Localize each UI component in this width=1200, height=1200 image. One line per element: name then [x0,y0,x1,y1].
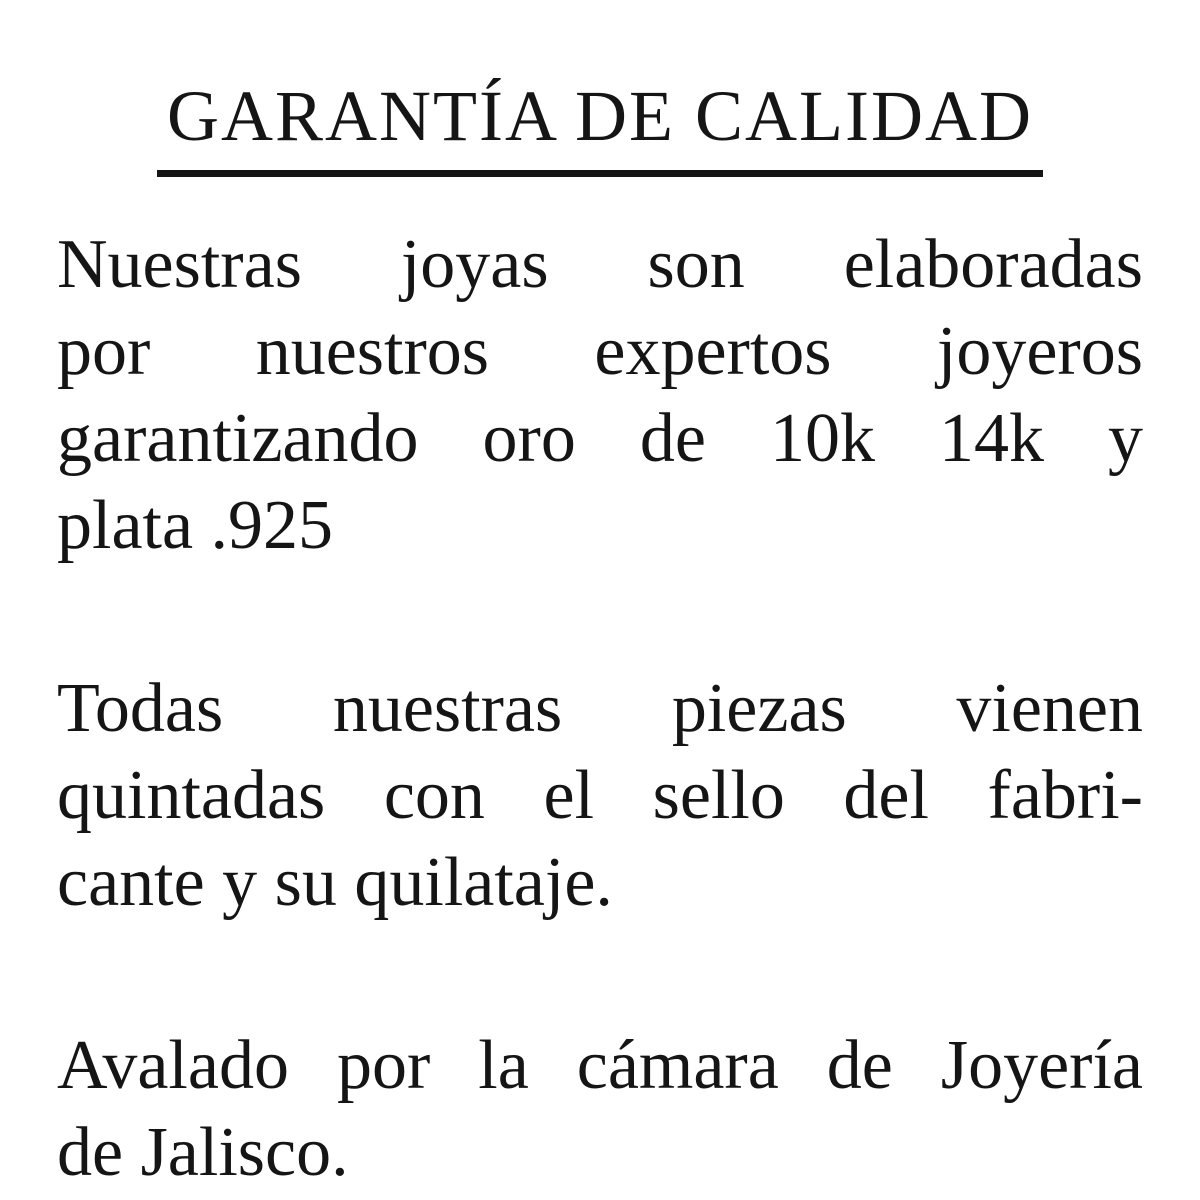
text-line: Avalado por la cámara de Joyería [57,1027,1143,1104]
text-line: de Jalisco. [57,1114,349,1191]
title-row [57,66,1143,177]
text-line: garantizando oro de 10k 14k y [57,400,1143,477]
text-line: quintadas con el sello del fabri- [57,757,1143,834]
text-line: por nuestros expertos joyeros [57,313,1143,390]
text-line: Todas nuestras piezas vienen [57,670,1143,747]
guarantee-text [57,221,1143,1196]
text-line: cante y su quilataje. [57,844,613,921]
page-title: GARANTÍA DE CALIDAD [157,66,1043,177]
paragraph-hallmark [57,665,1143,926]
text-line: plata .925 [57,487,334,564]
paragraph-materials [57,221,1143,569]
paragraph-endorsement [57,1022,1143,1196]
text-line: Nuestras joyas son elaboradas [57,226,1143,303]
